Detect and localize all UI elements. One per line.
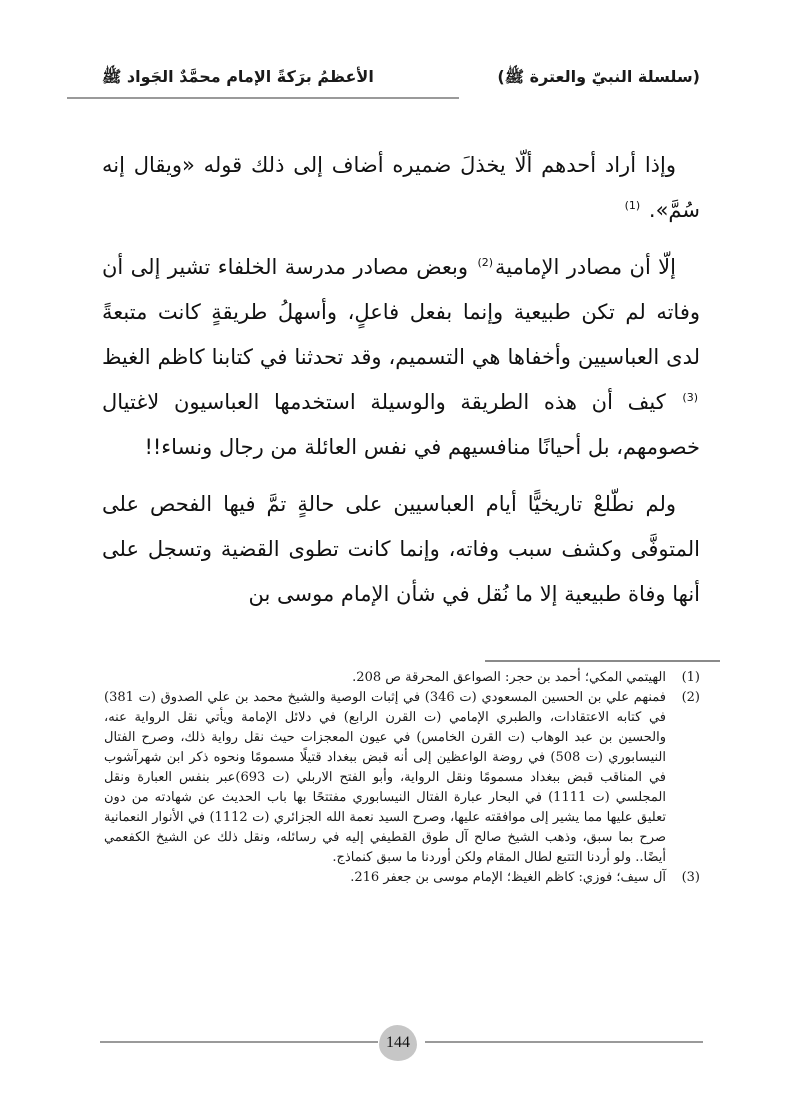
footer-rule-left: [100, 1041, 378, 1043]
series-title: (سلسلة النبيّ والعترة ﷺ): [497, 66, 700, 86]
footnote-text: آل سيف؛ فوزي: كاظم الغيظ؛ الإمام موسى بن جعفر 216.: [350, 870, 666, 885]
paragraph-2: إلّا أن مصادر الإمامية$^{(2)}$ وبعض مصادر مدرسة الخلفاء تشير إلى أن وفاته لم تكن طبيعية وإنما بفعل فاعلٍ، وأسهلُ طريقةٍ كانت متبعةً لدى العباسيين وأخفاها هي التسميم، وقد تحدثنا في كتابنا كاظم الغيظ $^{(3)}$ كيف أن هذه الطريقة والوسيلة استخدمها العباسيون لاغتيال خصومهم، بل أحيانًا منافسيهم في نفس العائلة من رجال ونساء!!: [102, 255, 700, 459]
paragraph-1: وإذا أراد أحدهم ألّا يخذلَ ضميره أضاف إلى ذلك قوله «ويقال إنه سُمَّ». $^{(1)}$: [102, 153, 700, 222]
page-number: 144: [386, 1034, 410, 1051]
page-footer: [100, 1027, 700, 1057]
footnote-number: (1): [681, 670, 700, 685]
footnote-ref-2[interactable]: (2): [477, 256, 494, 269]
main-text: [102, 143, 700, 629]
footnote-1: [102, 668, 700, 688]
page-number-badge: [379, 1025, 417, 1061]
footnote-2: [102, 688, 700, 868]
footnotes: [102, 668, 700, 888]
footnote-text: فمنهم علي بن الحسين المسعودي (ت 346) في إثبات الوصية والشيخ محمد بن علي الصدوق (ت 381) في كتابه الاعتقادات، والطبري الإمامي (ت القرن الرابع) في دلائل الإمامة ويأتي نقل الرواية عنه، والحسين بن عبد الوهاب (ت القرن الخامس) في عيون المعجزات حيث نقل رواية ذلك، وصرح الفتال النيسابوري (ت 508) في روضة الواعظين إلى أنه قبض ببغداد قتيلًا مسمومًا ونحوه ذكر ابن شهرآشوب في المناقب قبض ببغداد مسمومًا ونقل الرواية، وأبو الفتح الاربلي (ت 693)عبر بنفس العبارة ونقل المجلسي (ت 1111) في البحار عبارة الفتال النيسابوري مفتتحًا بها باب الحديث عن شهادته من دون تعليق عليها مما يشير إلى موافقته عليها، وصرح السيد نعمة الله الجزائري (ت 1112) في الأنوار النعمانية صرح بما سبق، وذهب الشيخ صالح آل طوق القطيفي إليه في رسائله، ونقل ذلك عن الشيخ الكفعمي أيضًا.. ولو أردنا التتبع لطال المقام ولكن أوردنا ما سبق كنماذج.: [104, 690, 666, 865]
header-rule: [67, 97, 459, 99]
footnote-text: الهيتمي المكي؛ أحمد بن حجر: الصواعق المحرقة ص 208.: [352, 670, 666, 685]
footnote-ref-1[interactable]: (1): [624, 199, 641, 212]
footnote-number: (2): [681, 690, 700, 705]
running-header: [102, 60, 700, 96]
footer-rule-right: [425, 1041, 703, 1043]
footnote-ref-3[interactable]: (3): [682, 391, 698, 404]
paragraph-3: ولم نطّلعْ تاريخيًّا أيام العباسيين على حالةٍ تمَّ فيها الفحص على المتوفَّى وكشف سبب وفاته، وإنما كانت تطوى القضية وتسجل على أنها وفاة طبيعية إلا ما نُقل في شأن الإمام موسى بن: [102, 492, 700, 606]
footnote-3: [102, 868, 700, 888]
book-title: الأعظمُ برَكةً الإمام محمَّدٌ الجَواد ﷺ: [102, 66, 374, 86]
footnote-number: (3): [681, 870, 700, 885]
footnote-separator: [485, 660, 720, 662]
